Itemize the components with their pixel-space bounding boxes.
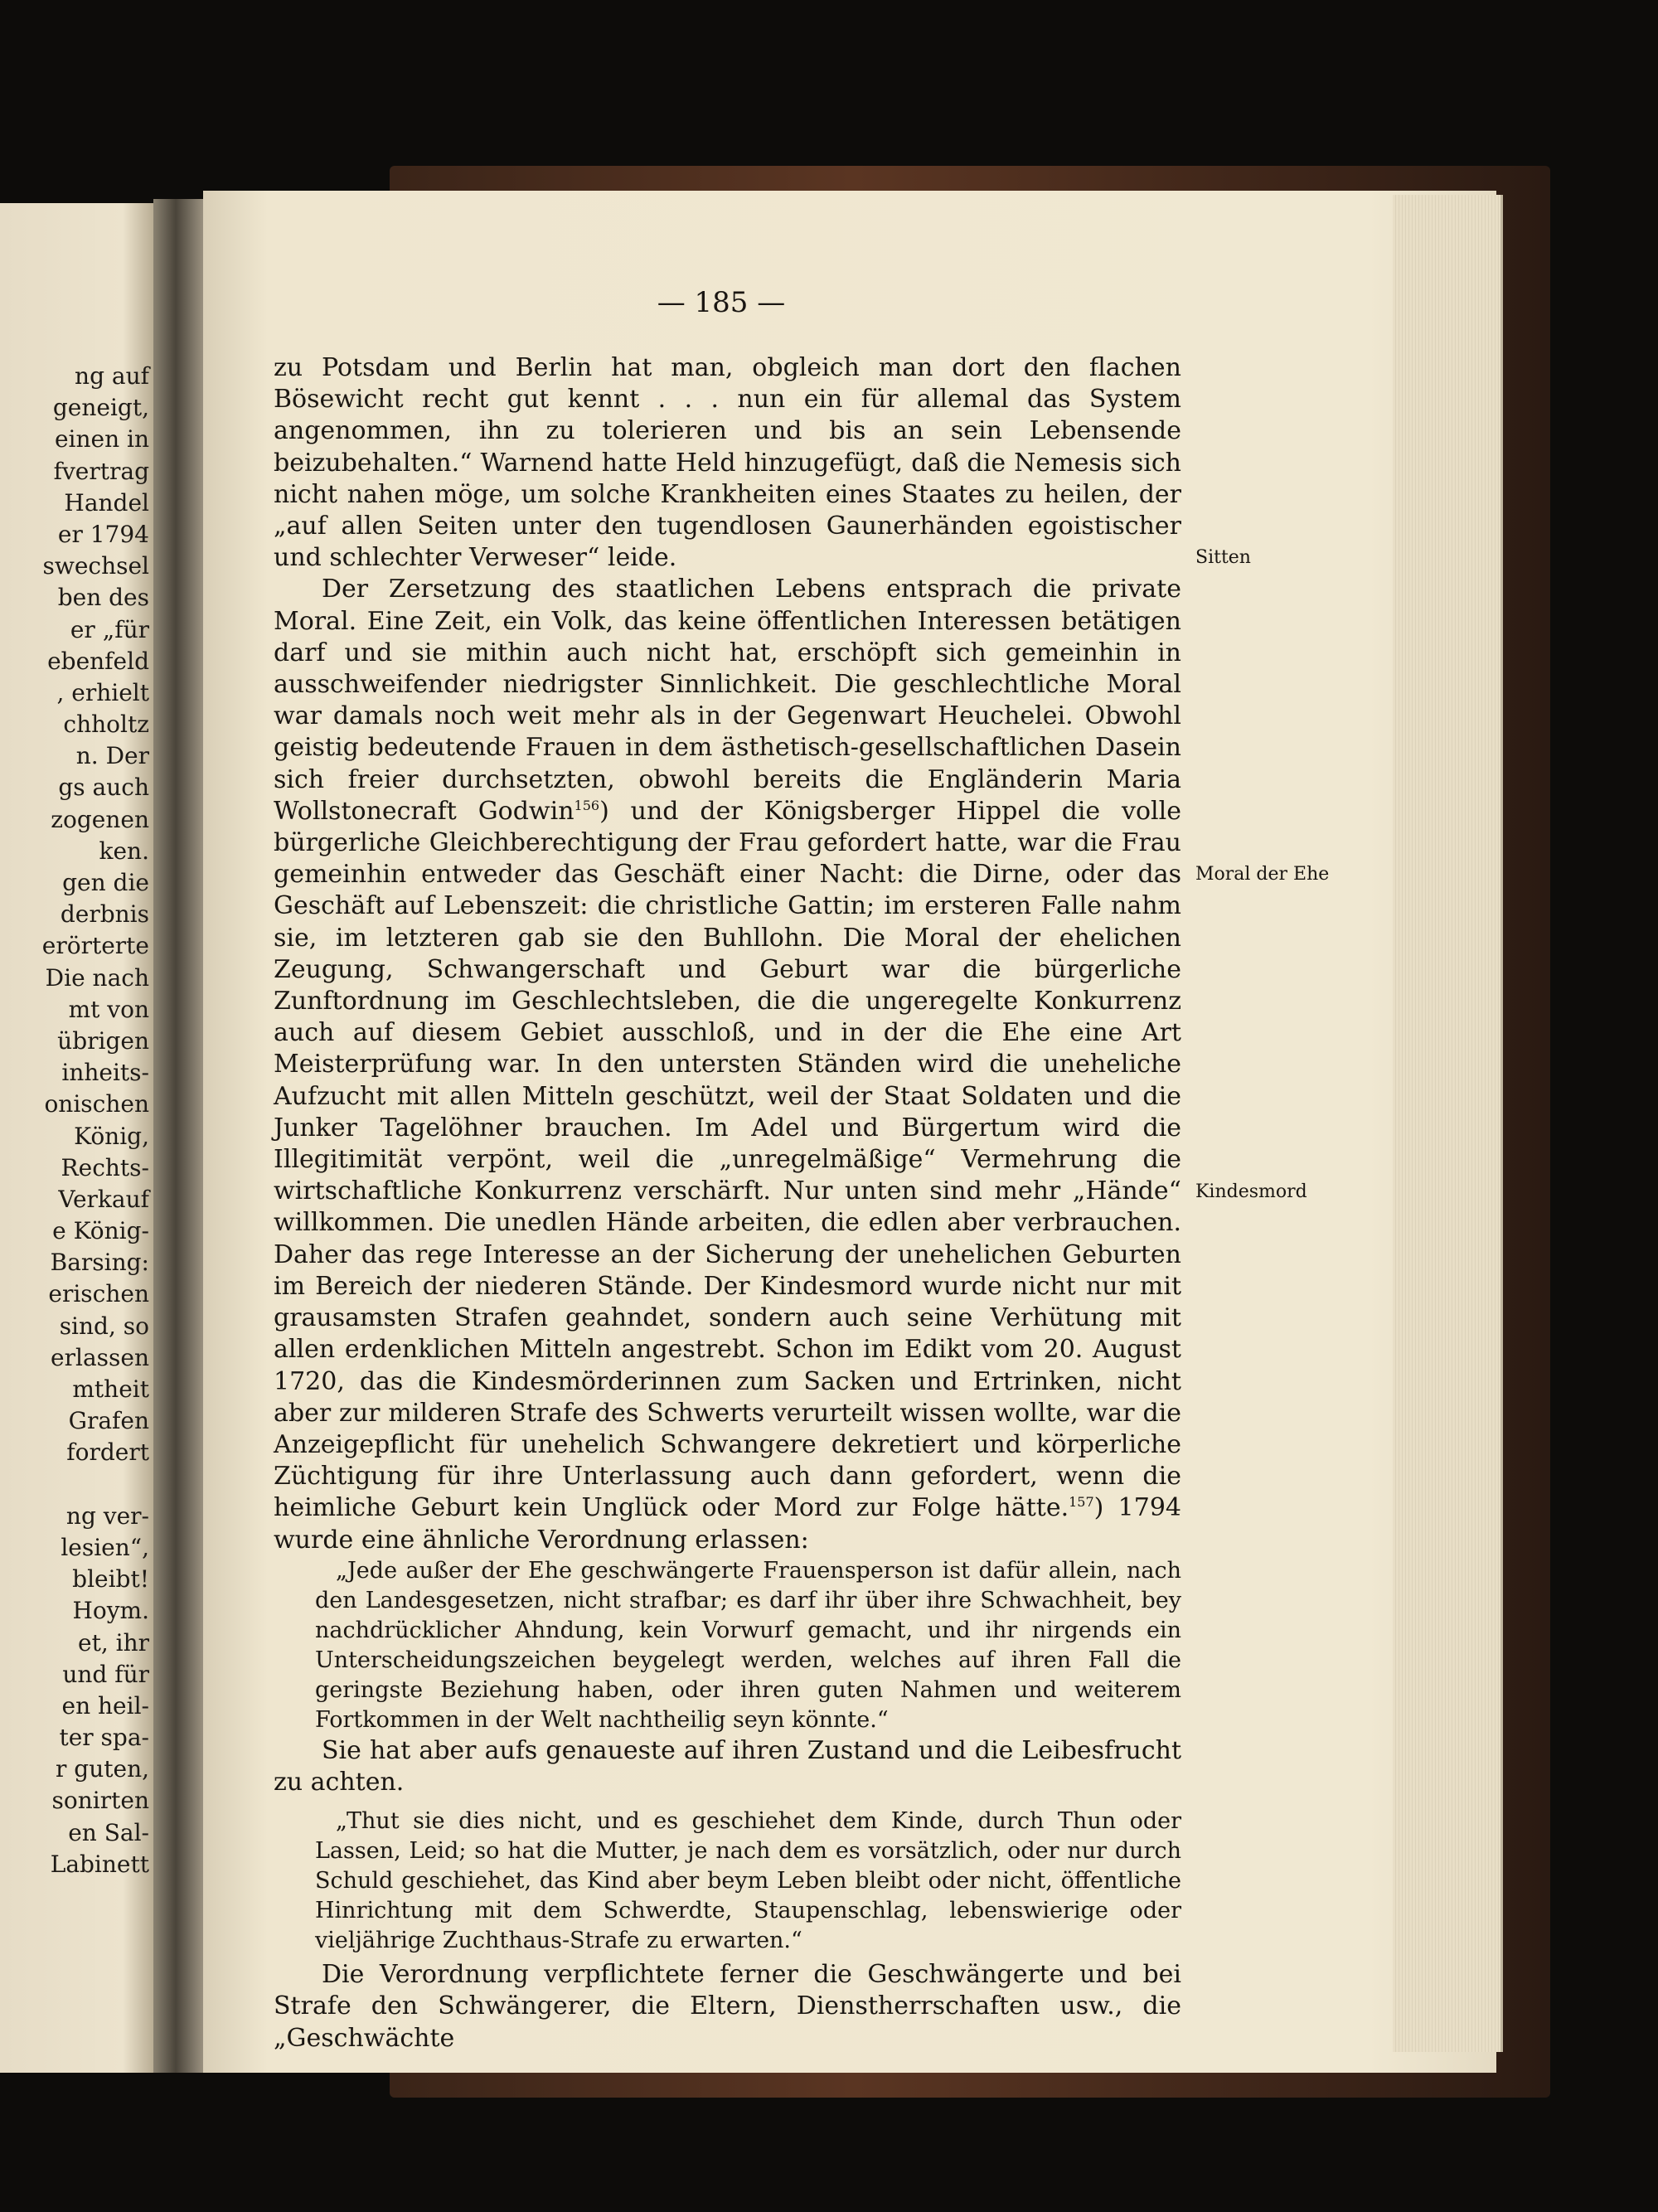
left-page-line: Labinett [50,1850,149,1878]
quote-2: „Thut sie dies nicht, und es geschiehet dem Kinde, durch Thun oder Lassen, Leid; so hat die Mutter, je nach dem es vorsätzlich, oder nur durch Schuld geschiehet, das Kind aber beym Leben bleibt oder nicht, öffentliche Hinrichtung mit dem Schwerdte, Staupenschlag, lebenswierige oder vieljährige Zuchthaus-Strafe zu erwarten.“ [315,1808,1181,1954]
left-page-line: ng ver- [65,1501,149,1530]
page-number: — 185 — [657,286,786,319]
margin-note-kindesmord: Kindesmord [1195,1181,1307,1202]
paragraph-2-part-c: ) 1794 wurde eine ähnliche Verordnung erlassen: [274,1493,1181,1555]
footnote-ref-157: 157 [1069,1494,1094,1511]
paragraph-2-part-a: Der Zersetzung des staatlichen Lebens entsprach die private Moral. Eine Zeit, ein Volk, das keine öffentlichen Interessen betätigen darf und sie mithin auch nicht hat, erschöpft sich gemeinhin in ausschweifender niedrigster Sinnlichkeit. Die geschlechtliche Moral war damals noch weit mehr als in der Gegenwart Heuchelei. Obwohl geistig bedeutende Frauen in dem ästhetisch-gesellschaftlichen Dasein sich freier durchsetzten, obwohl bereits die Engländerin Maria Wollstonecraft Godwin [274,575,1181,826]
left-page-line: r guten, [56,1755,149,1783]
paragraph-4: Die Verordnung verpflichtete ferner die Geschwängerte und bei Strafe den Schwängerer, die Eltern, Dienstherrschaften usw., die „Geschwächte [274,1960,1181,2053]
left-page-line: et, ihr [78,1628,149,1657]
paragraph-2-part-b: ) und der Königsberger Hippel die volle bürgerliche Gleichberechtigung der Frau gefordert hatte, war die Frau gemeinhin entweder das Geschäft einer Nacht: die Dirne, oder das Geschäft auf Lebenszeit: die christliche Gattin; im ersteren Falle nahm sie, im letzteren gab sie den Buhllohn. Die Moral der ehelichen Zeugung, Schwangerschaft und Geburt war die bürgerliche Zunftordnung im Geschlechtsleben, die die ungeregelte Konkurrenz auch auf diesem Gebiet ausschloß, und in der die Ehe eine Art Meisterprüfung war. In den untersten Ständen wird die uneheliche Aufzucht mit allen Mitteln geschützt, weil der Staat Soldaten und die Junker Tagelöhner brauchen. Im Adel und Bürgertum wird die Illegitimität verpönt, weil die „unregelmäßige“ Vermehrung die wirtschaftliche Konkurrenz verschärft. Nur unten sind mehr „Hände“ willkommen. Die unedlen Hände arbeiten, die edlen aber verbrauchen. Daher das rege Interesse an der Sicherung der unehelichen Geburten im Bereich der niederen Stände. Der Kindesmord wurde nicht nur mit grausamsten Strafen geahndet, sondern auch seine Verhütung mit allen erdenklichen Mitteln angestrebt. Schon im Edikt vom 20. August 1720, das die Kindesmörderinnen zum Sacken und Ertrinken, nicht aber zur milderen Strafe des Schwerts verurteilt wissen wollte, war die Anzeigepflicht für unehelich Schwangere dekretiert und körperliche Züchtigung für ihre Unterlassung auch dann gefordert, wenn die heimliche Geburt kein Unglück oder Mord zur Folge hätte. [274,796,1181,1523]
page-edges [1393,195,1503,2052]
left-page-line: Verkauf [58,1185,149,1213]
left-page-line [0,1469,149,1501]
main-text [274,352,1181,2054]
left-page-line: ebenfeld [47,647,149,675]
left-page-line: inheits- [61,1059,149,1087]
left-page-line: zogenen [51,805,149,833]
left-page-line: erörterte [41,932,149,960]
left-page-text-fragments [0,361,149,1880]
left-page-line: geneigt, [52,394,149,422]
left-page [0,203,153,2073]
left-page-line: ben des [57,584,149,612]
left-page-line: derbnis [60,900,149,929]
left-page-line: mt von [68,995,149,1023]
footnote-ref-156: 156 [574,797,600,813]
left-page-line: sind, so [59,1312,149,1340]
left-page-line: sonirten [51,1787,149,1815]
margin-note-moral-der-ehe: Moral der Ehe [1195,864,1330,885]
left-page-line: erlassen [51,1343,149,1371]
left-page-line: fordert [66,1438,149,1467]
left-page-line: Grafen [68,1407,149,1435]
left-page-line: e König- [52,1217,149,1245]
paragraph-3: Sie hat aber aufs genaueste auf ihren Zustand und die Leibesfrucht zu achten. [274,1735,1181,1797]
left-page-line: einen in [54,425,149,454]
left-page-line: mtheit [72,1375,149,1403]
left-page-line: Die nach [45,963,149,992]
left-page-line: Barsing: [50,1249,149,1277]
left-page-line: en heil- [61,1691,149,1720]
quote-1: „Jede außer der Ehe geschwängerte Frauensperson ist dafür allein, nach den Landesgesetzen, nicht strafbar; es darf ihr über ihre Schwachheit, bey nachdrücklicher Ahndung, kein Vorwurf gemacht, und ihr nirgends ein Unterscheidungszeichen beygelegt werden, welches auf ihren Fall die geringste Beziehung haben, oder ihren guten Nahmen und weiterem Fortkommen in der Welt nachtheilig seyn könnte.“ [315,1557,1181,1733]
left-page-line: onischen [44,1090,149,1118]
margin-note-sitten: Sitten [1195,547,1251,568]
left-page-line: König, [74,1122,149,1150]
left-page-line: gs auch [58,774,149,802]
left-page-line: ng auf [75,362,149,390]
left-page-line: en Sal- [68,1818,149,1846]
left-page-line: lesien“, [61,1533,149,1561]
left-page-line: er 1794 [57,520,149,548]
paragraph-2 [274,574,1181,1555]
left-page-line: übrigen [57,1026,149,1055]
left-page-line: , erhielt [56,678,149,706]
left-page-line: bleibt! [72,1565,149,1594]
left-page-line: ter spa- [59,1724,149,1752]
paragraph-1: zu Potsdam und Berlin hat man, obgleich man dort den flachen Bösewicht recht gut kennt . . . nun ein für allemal das System angenommen, ihn zu tolerieren und bis an sein Lebensende beizubehalten.“ Warnend hatte Held hinzugefügt, daß die Nemesis sich nicht nahen möge, um solche Krankheiten eines Staates zu heilen, der „auf allen Seiten unter den tugendlosen Gaunerhänden egoistischer und schlechter Verweser“ leide. [274,353,1181,573]
left-page-line: swechsel [42,552,149,580]
left-page-line: gen die [62,869,149,896]
left-page-line: er „für [70,615,149,643]
left-page-line: Handel [64,488,149,517]
left-page-line: Rechts- [61,1153,149,1181]
left-page-line: chholtz [63,711,149,739]
left-page-line: fvertrag [53,457,149,485]
left-page-line: erischen [48,1280,149,1308]
left-page-line: Hoym. [72,1597,149,1625]
left-page-line: n. Der [75,742,149,770]
left-page-line: ken. [99,837,149,865]
book-gutter [153,199,203,2073]
left-page-line: und für [62,1660,149,1688]
